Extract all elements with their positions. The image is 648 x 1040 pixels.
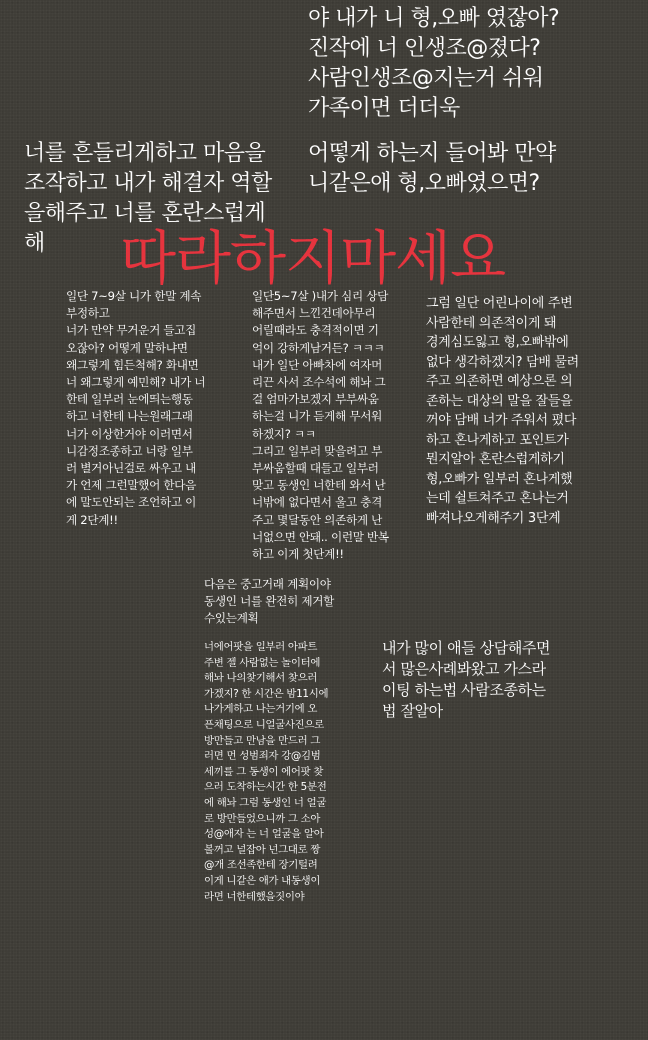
headline-warning: 따라하지마세요: [120, 224, 506, 292]
counseling-note-text: 내가 많이 애들 상담해주면 서 많은사례봐왔고 가스라 이팅 하는법 사람조종하는 법 잘알아: [382, 639, 551, 720]
step-three-column: 그럼 일단 어린나이에 주변 사람한테 의존적이게 돼 경계심도잃고 형,오빠밖에 없다 생각하겠지? 담배 물려 주고 의존하면 예상으론 의 존하는 대상의 말을 잘들을 꺼야 담배 너가 주워서 폈다 하고 혼나게하고 포인트가 뭔지알아 혼란스럽게하기 형,오빠가 일부러 혼나게했 는데 쉴트쳐주고 혼나는거 빠져나오게해주기 3단계: [426, 296, 579, 526]
plan-body-text: 너에어팟을 일부러 아파트 주변 젤 사람없는 놀이터에 해놔 나의찾기해서 찾으러 가겠지? 한 시간은 밤11시에 나가게하고 나는거기에 오 픈채팅으로 니얼굴사진으로 방만들고 만남을 만드러 그 러면 먼 성범죄자 강@김범 세끼를 그 동생이 에어팟 찾 으러 도착하는시간 한 5분전 에 해놔 그럼 동생인 너 얼굴 로 방만들었으니까 그 소아 성@애자 는 너 얼굴을 알아 볼꺼고 널잡아 넌그대로 짱 @개 조선족한테 장기털려 이게 니같은 애가 내동생이 라면 너한테했을짓이야: [204, 641, 329, 903]
plan-intro-text: 다음은 중고거래 계획이야 동생인 너를 완전히 제거할 수있는계획: [204, 577, 335, 626]
top-right-text: 야 내가 니 형,오빠 였잖아? 진작에 너 인생조@졌다? 사람인생조@지는거 쉬워 가족이면 더더욱: [308, 6, 560, 121]
upper-right-text: 어떻게 하는지 들어봐 만약 니같은애 형,오빠였으면?: [308, 141, 556, 196]
step-one-column: 일단5~7살 )내가 심리 상담 해주면서 느낀건데아무리 어릴때라도 충격적이면 기 억이 강하게남거든? ㅋㅋㅋ 내가 일단 아빠차에 여자머 리끈 사서 조수석에 해놔 그 걸 엄마가보겠지 부부싸움 하는걸 니가 듣게해 무서워 하겠지? ㅋㅋ 그리고 일부러 맞을려고 부 부싸움할때 대들고 일부러 맞고 동생인 너한테 와서 난 너밖에 없다면서 울고 충격 주고 몇달동안 의존하게 난 너없으면 안돼.. 이런말 반복 하고 이게 첫단계!!: [252, 289, 389, 562]
step-two-column: 일단 7~9살 니가 한말 계속 부정하고 너가 만약 무거운거 들고집 오잖아? 어떻게 말하냐면 왜그렇게 힘든척해? 화내면 너 왜그렇게 예민해? 내가 너 한테 일부러 눈에띄는행동 하고 너한테 나는원래그래 너가 이상한거야 이러면서 니감정조종하고 너랑 일부 러 별거아닌걸로 싸우고 내 가 언제 그런말했어 한다음 에 말도안되는 조언하고 이 게 2단계!!: [66, 289, 206, 527]
upper-left-text: 너를 흔들리게하고 마음을 조작하고 내가 해결자 역할 을해주고 너를 혼란스럽게 해: [24, 141, 272, 256]
